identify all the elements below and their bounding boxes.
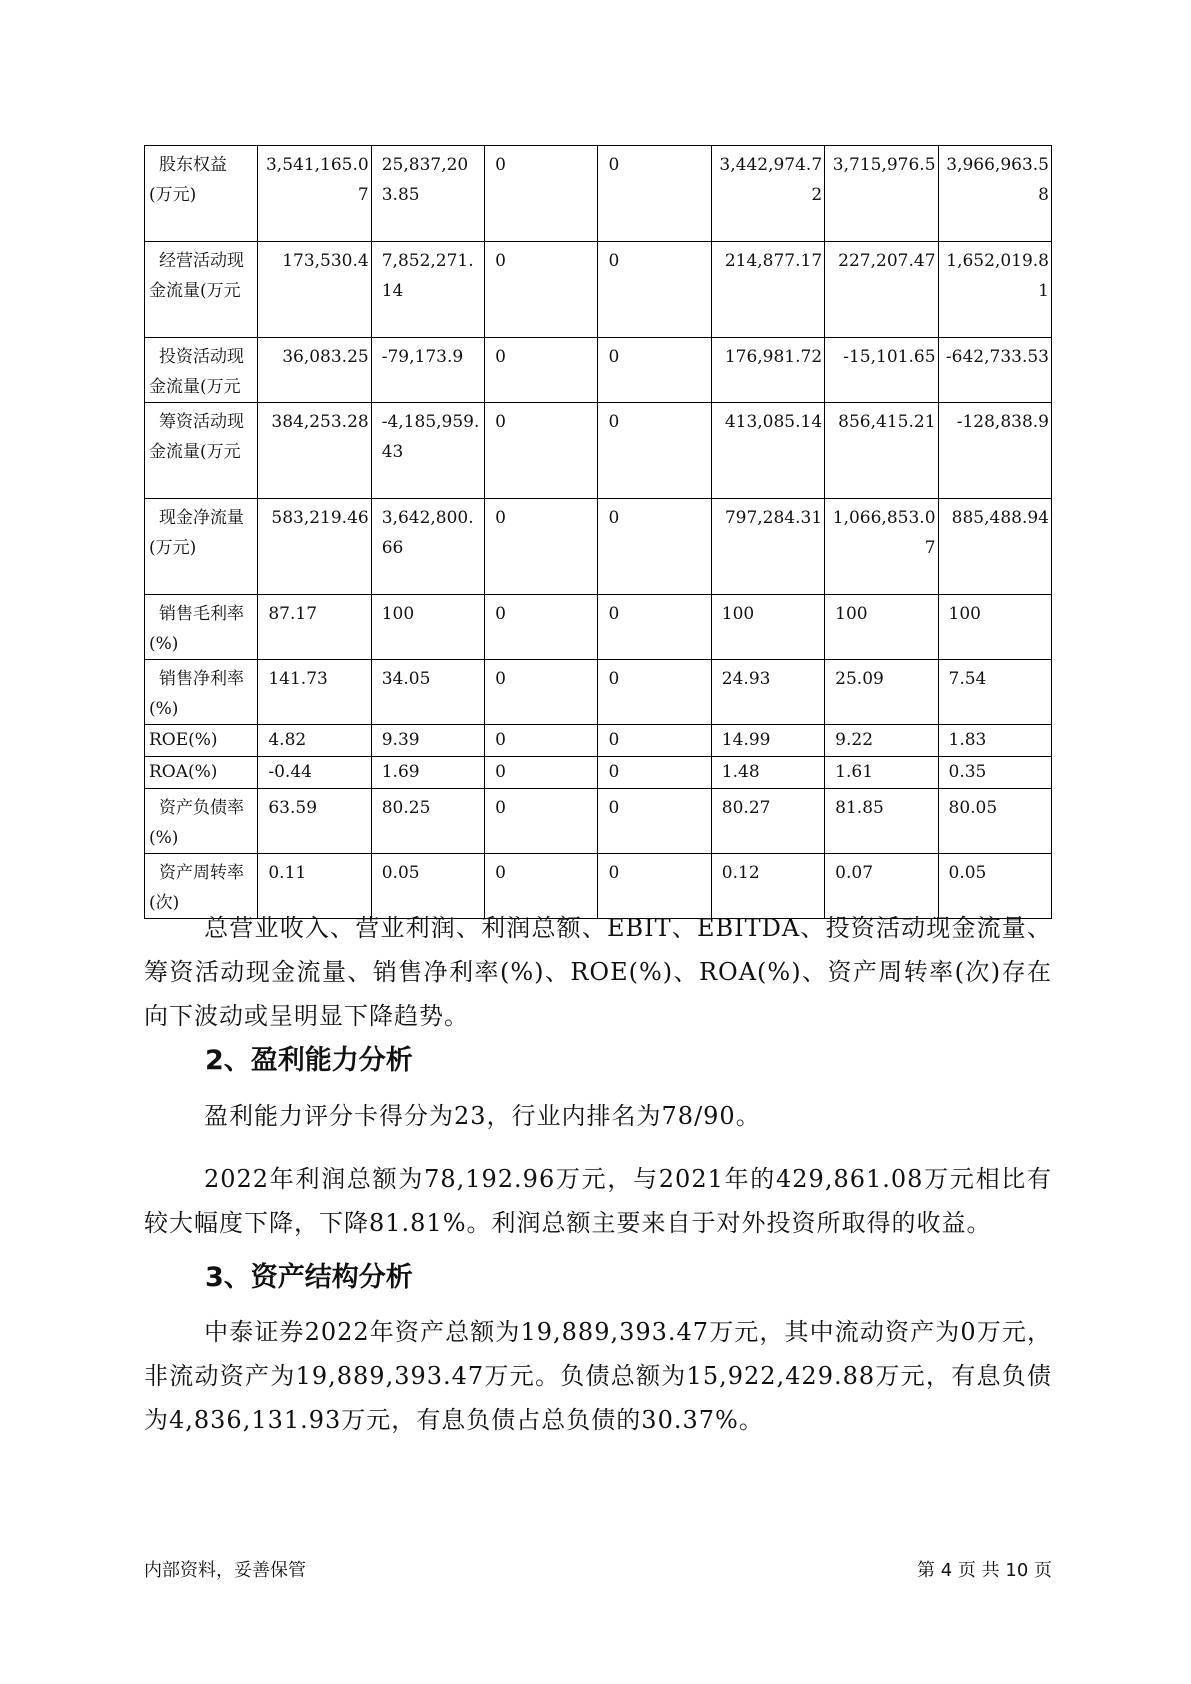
row-label-line: 现金净流量 — [159, 508, 244, 528]
row-label — [145, 660, 258, 725]
table-cell: 413,085.14 — [711, 403, 824, 499]
row-label — [145, 403, 258, 499]
table-cell: 0 — [598, 242, 711, 338]
score-text: 盈利能力评分卡得分为23，行业内排名为78/90。 — [204, 1102, 761, 1130]
row-label-line: (%) — [149, 828, 179, 848]
table-cell: 34.05 — [371, 660, 484, 725]
table-row — [145, 499, 1052, 595]
table-cell: 24.93 — [711, 660, 824, 725]
table-cell: 797,284.31 — [711, 499, 824, 595]
row-label-line: (%) — [149, 634, 179, 654]
table-cell: 885,488.94 — [938, 499, 1051, 595]
table-cell: 80.25 — [371, 789, 484, 854]
table-cell: 1,652,019.81 — [938, 242, 1051, 338]
table-row — [145, 660, 1052, 725]
row-label-line: ROA(%) — [149, 762, 218, 782]
table-cell: 4.82 — [258, 725, 371, 757]
table-cell: 0 — [598, 403, 711, 499]
table-cell: 0 — [598, 499, 711, 595]
table-cell: 856,415.21 — [825, 403, 938, 499]
row-label — [145, 242, 258, 338]
table-cell: 0.12 — [711, 854, 824, 919]
footer-confidential: 内部资料，妥善保管 — [144, 1560, 306, 1581]
table-cell: -79,173.9 — [371, 338, 484, 403]
score-paragraph — [144, 1094, 1052, 1138]
row-label-line: (万元) — [149, 185, 197, 205]
table-cell: 0 — [485, 595, 598, 660]
row-label-line: 资产周转率 — [159, 863, 244, 883]
table-cell: 3,715,976.5 — [825, 146, 938, 242]
table-cell: -128,838.9 — [938, 403, 1051, 499]
financial-metrics-table — [144, 145, 1052, 919]
table-cell: 0 — [485, 146, 598, 242]
row-label-line: 金流量(万元 — [149, 442, 241, 462]
footer-page-number: 第 4 页 共 10 页 — [917, 1560, 1052, 1581]
table-cell: 1.61 — [825, 757, 938, 789]
row-label-line: 筹资活动现 — [159, 412, 244, 432]
table-cell: 0 — [598, 757, 711, 789]
row-label-line: 经营活动现 — [159, 251, 244, 271]
row-label — [145, 595, 258, 660]
table-cell: 100 — [938, 595, 1051, 660]
table-cell: 0 — [598, 595, 711, 660]
table-cell: 0 — [485, 338, 598, 403]
table-cell: 214,877.17 — [711, 242, 824, 338]
table-cell: 1.48 — [711, 757, 824, 789]
table-cell: 173,530.4 — [258, 242, 371, 338]
table-cell: 80.05 — [938, 789, 1051, 854]
table-cell: 0.05 — [938, 854, 1051, 919]
table-cell: 0 — [485, 725, 598, 757]
row-label-line: 销售毛利率 — [159, 604, 244, 624]
table-cell: 14.99 — [711, 725, 824, 757]
profit-paragraph — [144, 1157, 1052, 1245]
table-cell: 100 — [371, 595, 484, 660]
table-cell: 1,066,853.07 — [825, 499, 938, 595]
row-label-line: ROE(%) — [149, 730, 218, 750]
assets-paragraph — [144, 1310, 1052, 1442]
table-cell: 0 — [485, 660, 598, 725]
table-cell: 1.83 — [938, 725, 1051, 757]
table-cell: 100 — [711, 595, 824, 660]
table-cell: 7.54 — [938, 660, 1051, 725]
assets-text: 中泰证券2022年资产总额为19,889,393.47万元，其中流动资产为0万元，非流动资产为19,889,393.47万元。负债总额为15,922,429.88万元，有息负债为4,836,131.93万元，有息负债占总负债的30.37%。 — [144, 1318, 1052, 1434]
table-cell: 7,852,271.14 — [371, 242, 484, 338]
table-cell: -642,733.53 — [938, 338, 1051, 403]
table-cell: 81.85 — [825, 789, 938, 854]
table-cell: 100 — [825, 595, 938, 660]
table-cell: 1.69 — [371, 757, 484, 789]
table-cell: 0.05 — [371, 854, 484, 919]
table-cell: -4,185,959.43 — [371, 403, 484, 499]
table-cell: 80.27 — [711, 789, 824, 854]
table-cell: 25,837,203.85 — [371, 146, 484, 242]
table-cell: 227,207.47 — [825, 242, 938, 338]
row-label-line: 股东权益 — [159, 155, 227, 175]
table-row — [145, 403, 1052, 499]
row-label-line: (万元) — [149, 538, 197, 558]
table-row — [145, 338, 1052, 403]
row-label — [145, 725, 258, 757]
table-cell: 3,541,165.07 — [258, 146, 371, 242]
table-row — [145, 725, 1052, 757]
table-cell: 0 — [485, 789, 598, 854]
row-label — [145, 789, 258, 854]
table-cell: 25.09 — [825, 660, 938, 725]
table-cell: 0.07 — [825, 854, 938, 919]
row-label-line: 金流量(万元 — [149, 281, 241, 301]
row-label-line: 金流量(万元 — [149, 377, 241, 397]
trend-text: 总营业收入、营业利润、利润总额、EBIT、EBITDA、投资活动现金流量、筹资活动现金流量、销售净利率(%)、ROE(%)、ROA(%)、资产周转率(次)存在向下波动或呈明显下降趋势。 — [144, 914, 1052, 1030]
row-label — [145, 146, 258, 242]
table-cell: 0 — [485, 757, 598, 789]
table-row — [145, 242, 1052, 338]
row-label — [145, 338, 258, 403]
table-cell: 384,253.28 — [258, 403, 371, 499]
row-label-line: 销售净利率 — [159, 669, 244, 689]
row-label — [145, 757, 258, 789]
table-cell: 63.59 — [258, 789, 371, 854]
table-cell: 141.73 — [258, 660, 371, 725]
table-cell: 0 — [598, 725, 711, 757]
table-cell: 583,219.46 — [258, 499, 371, 595]
trend-paragraph — [144, 906, 1052, 1038]
profit-text: 2022年利润总额为78,192.96万元，与2021年的429,861.08万元相比有较大幅度下降，下降81.81%。利润总额主要来自于对外投资所取得的收益。 — [144, 1165, 1052, 1237]
table-row — [145, 146, 1052, 242]
table-cell: 3,642,800.66 — [371, 499, 484, 595]
table-cell: 0.11 — [258, 854, 371, 919]
table-cell: 0 — [485, 854, 598, 919]
table-row — [145, 595, 1052, 660]
table-cell: -0.44 — [258, 757, 371, 789]
table-cell: 0 — [485, 403, 598, 499]
table-cell: 87.17 — [258, 595, 371, 660]
table-row — [145, 757, 1052, 789]
table-cell: 3,966,963.58 — [938, 146, 1051, 242]
table-cell: -15,101.65 — [825, 338, 938, 403]
table-cell: 176,981.72 — [711, 338, 824, 403]
row-label-line: 投资活动现 — [159, 347, 244, 367]
table-cell: 0 — [598, 146, 711, 242]
row-label-line: (次) — [149, 893, 180, 913]
table-cell: 0 — [485, 499, 598, 595]
row-label — [145, 499, 258, 595]
row-label-line: (%) — [149, 699, 179, 719]
table-cell: 0 — [598, 854, 711, 919]
table-cell: 0 — [598, 789, 711, 854]
table-cell: 0 — [485, 242, 598, 338]
table-cell: 36,083.25 — [258, 338, 371, 403]
table-cell: 0 — [598, 338, 711, 403]
table-cell: 9.39 — [371, 725, 484, 757]
table-row — [145, 789, 1052, 854]
table-cell: 0.35 — [938, 757, 1051, 789]
table-cell: 0 — [598, 660, 711, 725]
table-cell: 9.22 — [825, 725, 938, 757]
table-body — [145, 146, 1052, 919]
section3-heading: 3、资产结构分析 — [205, 1262, 413, 1293]
table-cell: 3,442,974.72 — [711, 146, 824, 242]
section2-heading: 2、盈利能力分析 — [205, 1045, 413, 1076]
row-label-line: 资产负债率 — [159, 798, 244, 818]
